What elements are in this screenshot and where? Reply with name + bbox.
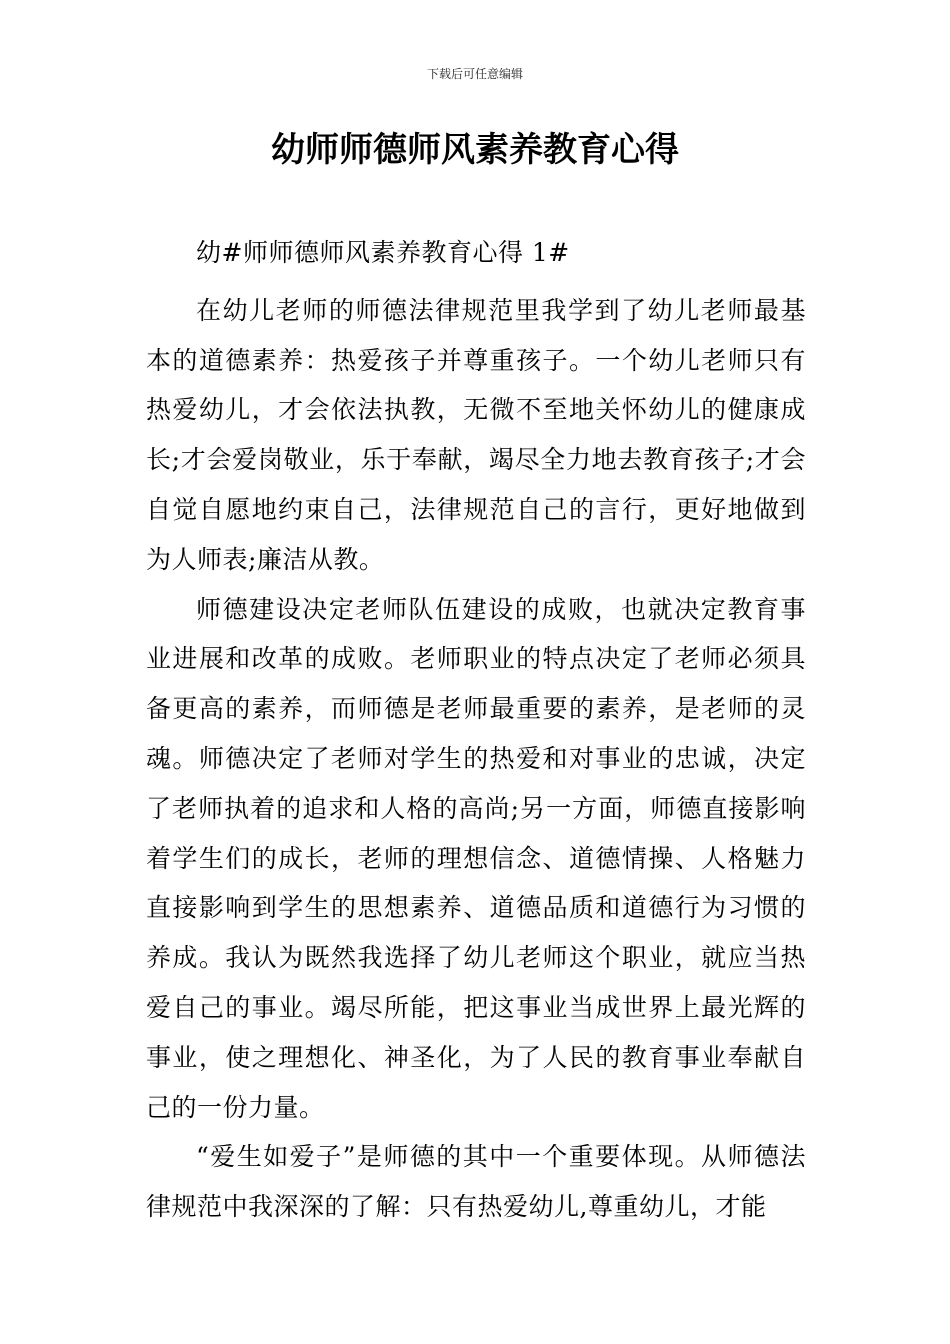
paragraph-3: “爱生如爱子”是师德的其中一个重要体现。从师德法律规范中我深深的了解：只有热爱幼儿,尊重幼儿，才能 [146,1142,806,1222]
header-note: 下载后可任意编辑 [426,67,523,81]
section-heading: 幼#师师德师风素养教育心得 1# [196,238,570,267]
paragraph-1: 在幼儿老师的师德法律规范里我学到了幼儿老师最基本的道德素养：热爱孩子并尊重孩子。一个幼儿老师只有热爱幼儿，才会依法执教，无微不至地关怀幼儿的健康成长;才会爱岗敬业，乐于奉献，竭尽全力地去教育孩子;才会自觉自愿地约束自己，法律规范自己的言行，更好地做到为人师表;廉洁从教。 [146,295,806,574]
document-title: 幼师师德师风素养教育心得 [271,130,679,170]
document-body [146,228,806,1232]
paragraph-2: 师德建设决定老师队伍建设的成败，也就决定教育事业进展和改革的成败。老师职业的特点决定了老师必须具备更高的素养，而师德是老师最重要的素养，是老师的灵魂。师德决定了老师对学生的热爱和对事业的忠诚，决定了老师执着的追求和人格的高尚;另一方面，师德直接影响着学生们的成长，老师的理想信念、道德情操、人格魅力直接影响到学生的思想素养、道德品质和道德行为习惯的养成。我认为既然我选择了幼儿老师这个职业，就应当热爱自己的事业。竭尽所能，把这事业当成世界上最光辉的事业，使之理想化、神圣化，为了人民的教育事业奉献自己的一份力量。 [146,594,806,1122]
